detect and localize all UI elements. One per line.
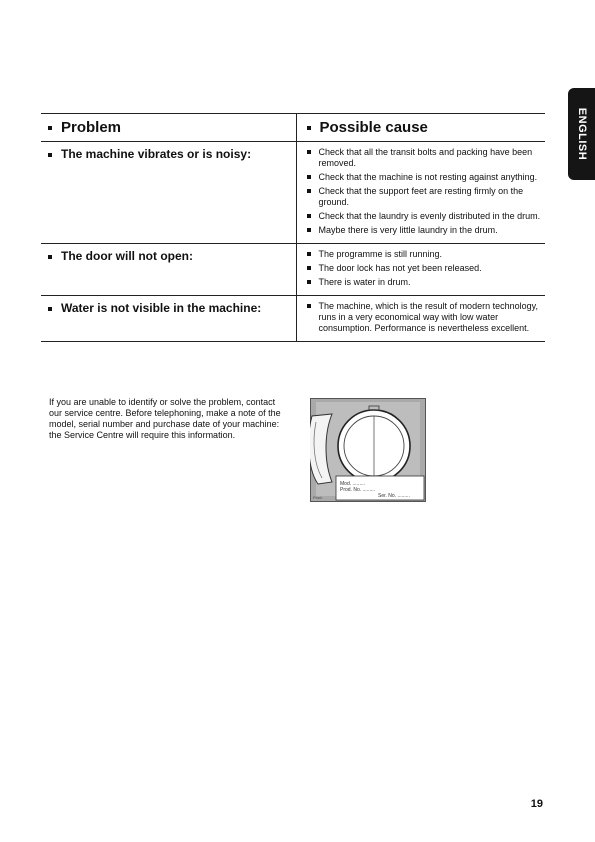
bullet-icon [307,150,311,154]
rating-plate-illustration [310,398,426,502]
problem-text: Water is not visible in the machine: [61,301,262,315]
plate-serial-text: Ser. No. ......... [378,493,410,499]
cause-text: Check that all the transit bolts and packing have been removed. [318,147,533,168]
cause-item [307,301,542,334]
cause-item [307,186,542,208]
bullet-icon [307,252,311,256]
bullet-icon [307,175,311,179]
problem-cell [41,296,296,342]
cause-item [307,249,542,260]
troubleshooting-table [41,113,545,342]
problem-text: The door will not open: [61,249,193,263]
bullet-icon [48,126,52,130]
table-header-row [41,114,545,142]
service-centre-note: If you are unable to identify or solve the problem, contact our service centre. Before telephoning, make a note of the model, serial number and purchase date of your machine: the Service Centre will require this information. [49,397,281,440]
bullet-icon [307,280,311,284]
cause-text: Maybe there is very little laundry in the drum. [318,225,498,235]
plate-product-text: Prod. No. ......... [340,487,376,493]
language-tab [568,88,595,180]
plate-model-text: Mod. ......... [340,481,366,487]
table-row [41,296,545,342]
bullet-icon [307,126,311,130]
plate-corner-text: Prod. [313,495,323,500]
bullet-icon [307,304,311,308]
bullet-icon [307,266,311,270]
problem-cell [41,142,296,244]
cause-item [307,211,542,222]
cause-cell [296,142,545,244]
bullet-icon [48,255,52,259]
problem-header-label: Problem [61,119,122,136]
bullet-icon [307,189,311,193]
cause-item [307,277,542,288]
bullet-icon [307,228,311,232]
cause-item [307,147,542,169]
cause-text: The door lock has not yet been released. [318,263,482,273]
cause-text: The programme is still running. [318,249,443,259]
cause-text: Check that the machine is not resting against anything. [318,172,538,182]
page-number: 19 [530,798,543,810]
problem-column-header [41,114,296,142]
table-row [41,142,545,244]
cause-text: There is water in drum. [318,277,411,287]
cause-item [307,225,542,236]
problem-text: The machine vibrates or is noisy: [61,147,252,161]
bullet-icon [48,307,52,311]
cause-text: The machine, which is the result of modern technology, runs in a very economical way with low water consumption. Performance is nevertheless excellent. [318,301,538,333]
bullet-icon [48,153,52,157]
problem-cell [41,244,296,296]
cause-item [307,172,542,183]
cause-cell [296,296,545,342]
cause-cell [296,244,545,296]
bullet-icon [307,214,311,218]
cause-text: Check that the laundry is evenly distributed in the drum. [318,211,541,221]
table-row [41,244,545,296]
cause-header-label: Possible cause [319,119,428,136]
cause-item [307,263,542,274]
language-tab-label: ENGLISH [575,107,588,161]
washing-machine-door-icon [310,398,426,502]
cause-column-header [296,114,545,142]
cause-text: Check that the support feet are resting firmly on the ground. [318,186,524,207]
